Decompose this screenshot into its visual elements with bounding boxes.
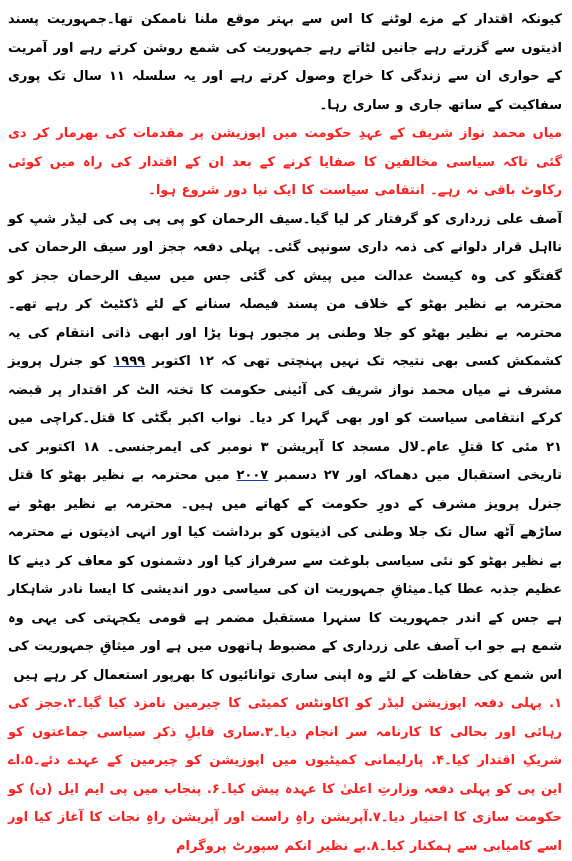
paragraph-achievements-text: ۱. پہلی دفعہ اپوزیشن لیڈر کو اکاونٹس کمیٹی کا چیرمین نامزد کیا گیا۔۲.ججز کی رہائی اور بحالی کا کارنامہ سر انجام دیا۔۳.ساری قابلِ ذکر سیاسی جماعتوں کو شریکِ اقتدار کیا۔۴. پارلیمانی کمیٹیوں میں اپوزیشن کو چیرمین کے عہدے دئے۔۵.اے این پی کو پہلی دفعہ وزارتِ اعلیٰ کا عہدہ پیش کیا۔۶. پنجاب میں پی ایم ایل (ن) کو حکومت سازی کا احتیار دیا۔۷.آپریشن راہِ راست اور آپریشن راہِ نجات کا آغاز کیا اور اسے کامیابی سے ہمکنار کیا۔۸.بے نظیر انکم سپورٹ پروگرام xyxy=(8,696,563,854)
paragraph-text-part: میں محترمہ بے نظیر بھٹو کا قتل جنرل پرویز مشرف کے دورِ حکومت کے کھاتے میں ہیں۔ محترمہ بے نظیر بھٹو نے ساڑھے آٹھ سال تک جلا وطنی کی اذیتوں کو برداشت کیا اور انہی اذیتوں نے محترمہ بے نظیر بھٹو کو نئی سیاسی بلوغت سے سرفراز کیا اور دشمنوں کو معاف کر دینے کا عظیم جذبہ عطا کیا۔میثاقِ جمہوریت ان کی سیاسی دور اندیشی کا ایسا نادر شاہکار ہے جس کے اندر جمہوریت کا سنہرا مستقبل مضمر ہے قومی یکجہتی کی یہی وہ شمع ہے جو اب آصف علی زرداری کے مضبوط ہاتھوں میں ہے اور میثاقِ جمہوریت کی اس شمع کی حفاظت کے لئے وہ اپنی ساری توانائیوں کا بھرپور استعمال کر رہے ہیں xyxy=(8,468,562,683)
paragraph-nawaz-era xyxy=(8,120,562,206)
paragraph-nawaz-era-text: میاں محمد نواز شریف کے عہدِ حکومت میں اپوزیشن پر مقدمات کی بھرمار کر دی گئی تاکہ سیاسی مخالفین کا صفایا کرنے کے بعد ان کے اقتدار کی راہ میں کوئی رکاوٹ باقی نہ رہے۔ انتقامی سیاست کا ایک نیا دور شروع ہوا۔ xyxy=(8,126,562,198)
paragraph-text-part: آصف علی زرداری کو گرفتار کر لیا گیا۔سیف الرحمان کو پی پی پی کی لیڈر شپ کو نااہل قرار دلوانے کی ذمہ داری سونپی گئی۔ پہلی دفعہ ججز اور سیف الرحمان کی گفتگو کی وہ کیسٹ عدالت میں پیش کی گئی جس میں سیف الرحمان ججز کو محترمہ بے نظیر بھٹو کے خلاف من پسند فیصلہ سنانے کے لئے ڈکٹیٹ کر رہے تھے۔ محترمہ بے نظیر بھٹو کو جلا وطنی پر مجبور ہونا پڑا اور ابھی ذاتی انتقام کی یہ کشمکش کسی بھی نتیجہ تک نہیں پہنچتی تھی کہ ۱۲ اکتوبر xyxy=(8,211,562,369)
underlined-year: ۱۹۹۹ xyxy=(113,354,146,369)
paragraph-achievements-list xyxy=(8,690,562,861)
paragraph-text-part: کو جنرل پرویز مشرف نے میاں محمد نواز شریف کی آئینی حکومت کا تختہ الٹ کر اقتدار پر قبضہ کرکے انتقامی سیاست کو اور بھی گہرا کر دیا۔ نواب اکبر بگٹی کا قتل۔کراچی میں ۲۱ مئی کا قتلِ عام۔لال مسجد کا آپریشن ۳ نومبر کی ایمرجنسی۔ ۱۸ اکتوبر کی تاریخی استقبال میں دھماکہ اور ۲۷ دسمبر xyxy=(8,354,562,483)
paragraph-intro-text: کیونکہ اقتدار کے مزے لوٹنے کا اس سے بہتر موقع ملنا ناممکن تھا۔جمہوریت پسند اذیتوں سے گزرتے رہے جانیں لٹاتے رہے جمہوریت کی شمع روشن کرتے رہے اور آمریت کے حواری ان سے زندگی کا خراج وصول کرتے رہے اور یہ سلسلہ ۱۱ سال تک پوری سفاکیت کے ساتھ جاری و ساری رہا۔ xyxy=(8,12,562,113)
paragraph-musharraf-era xyxy=(8,206,562,691)
underlined-year: ۲۰۰۷ xyxy=(236,468,269,483)
paragraph-intro xyxy=(8,6,562,120)
